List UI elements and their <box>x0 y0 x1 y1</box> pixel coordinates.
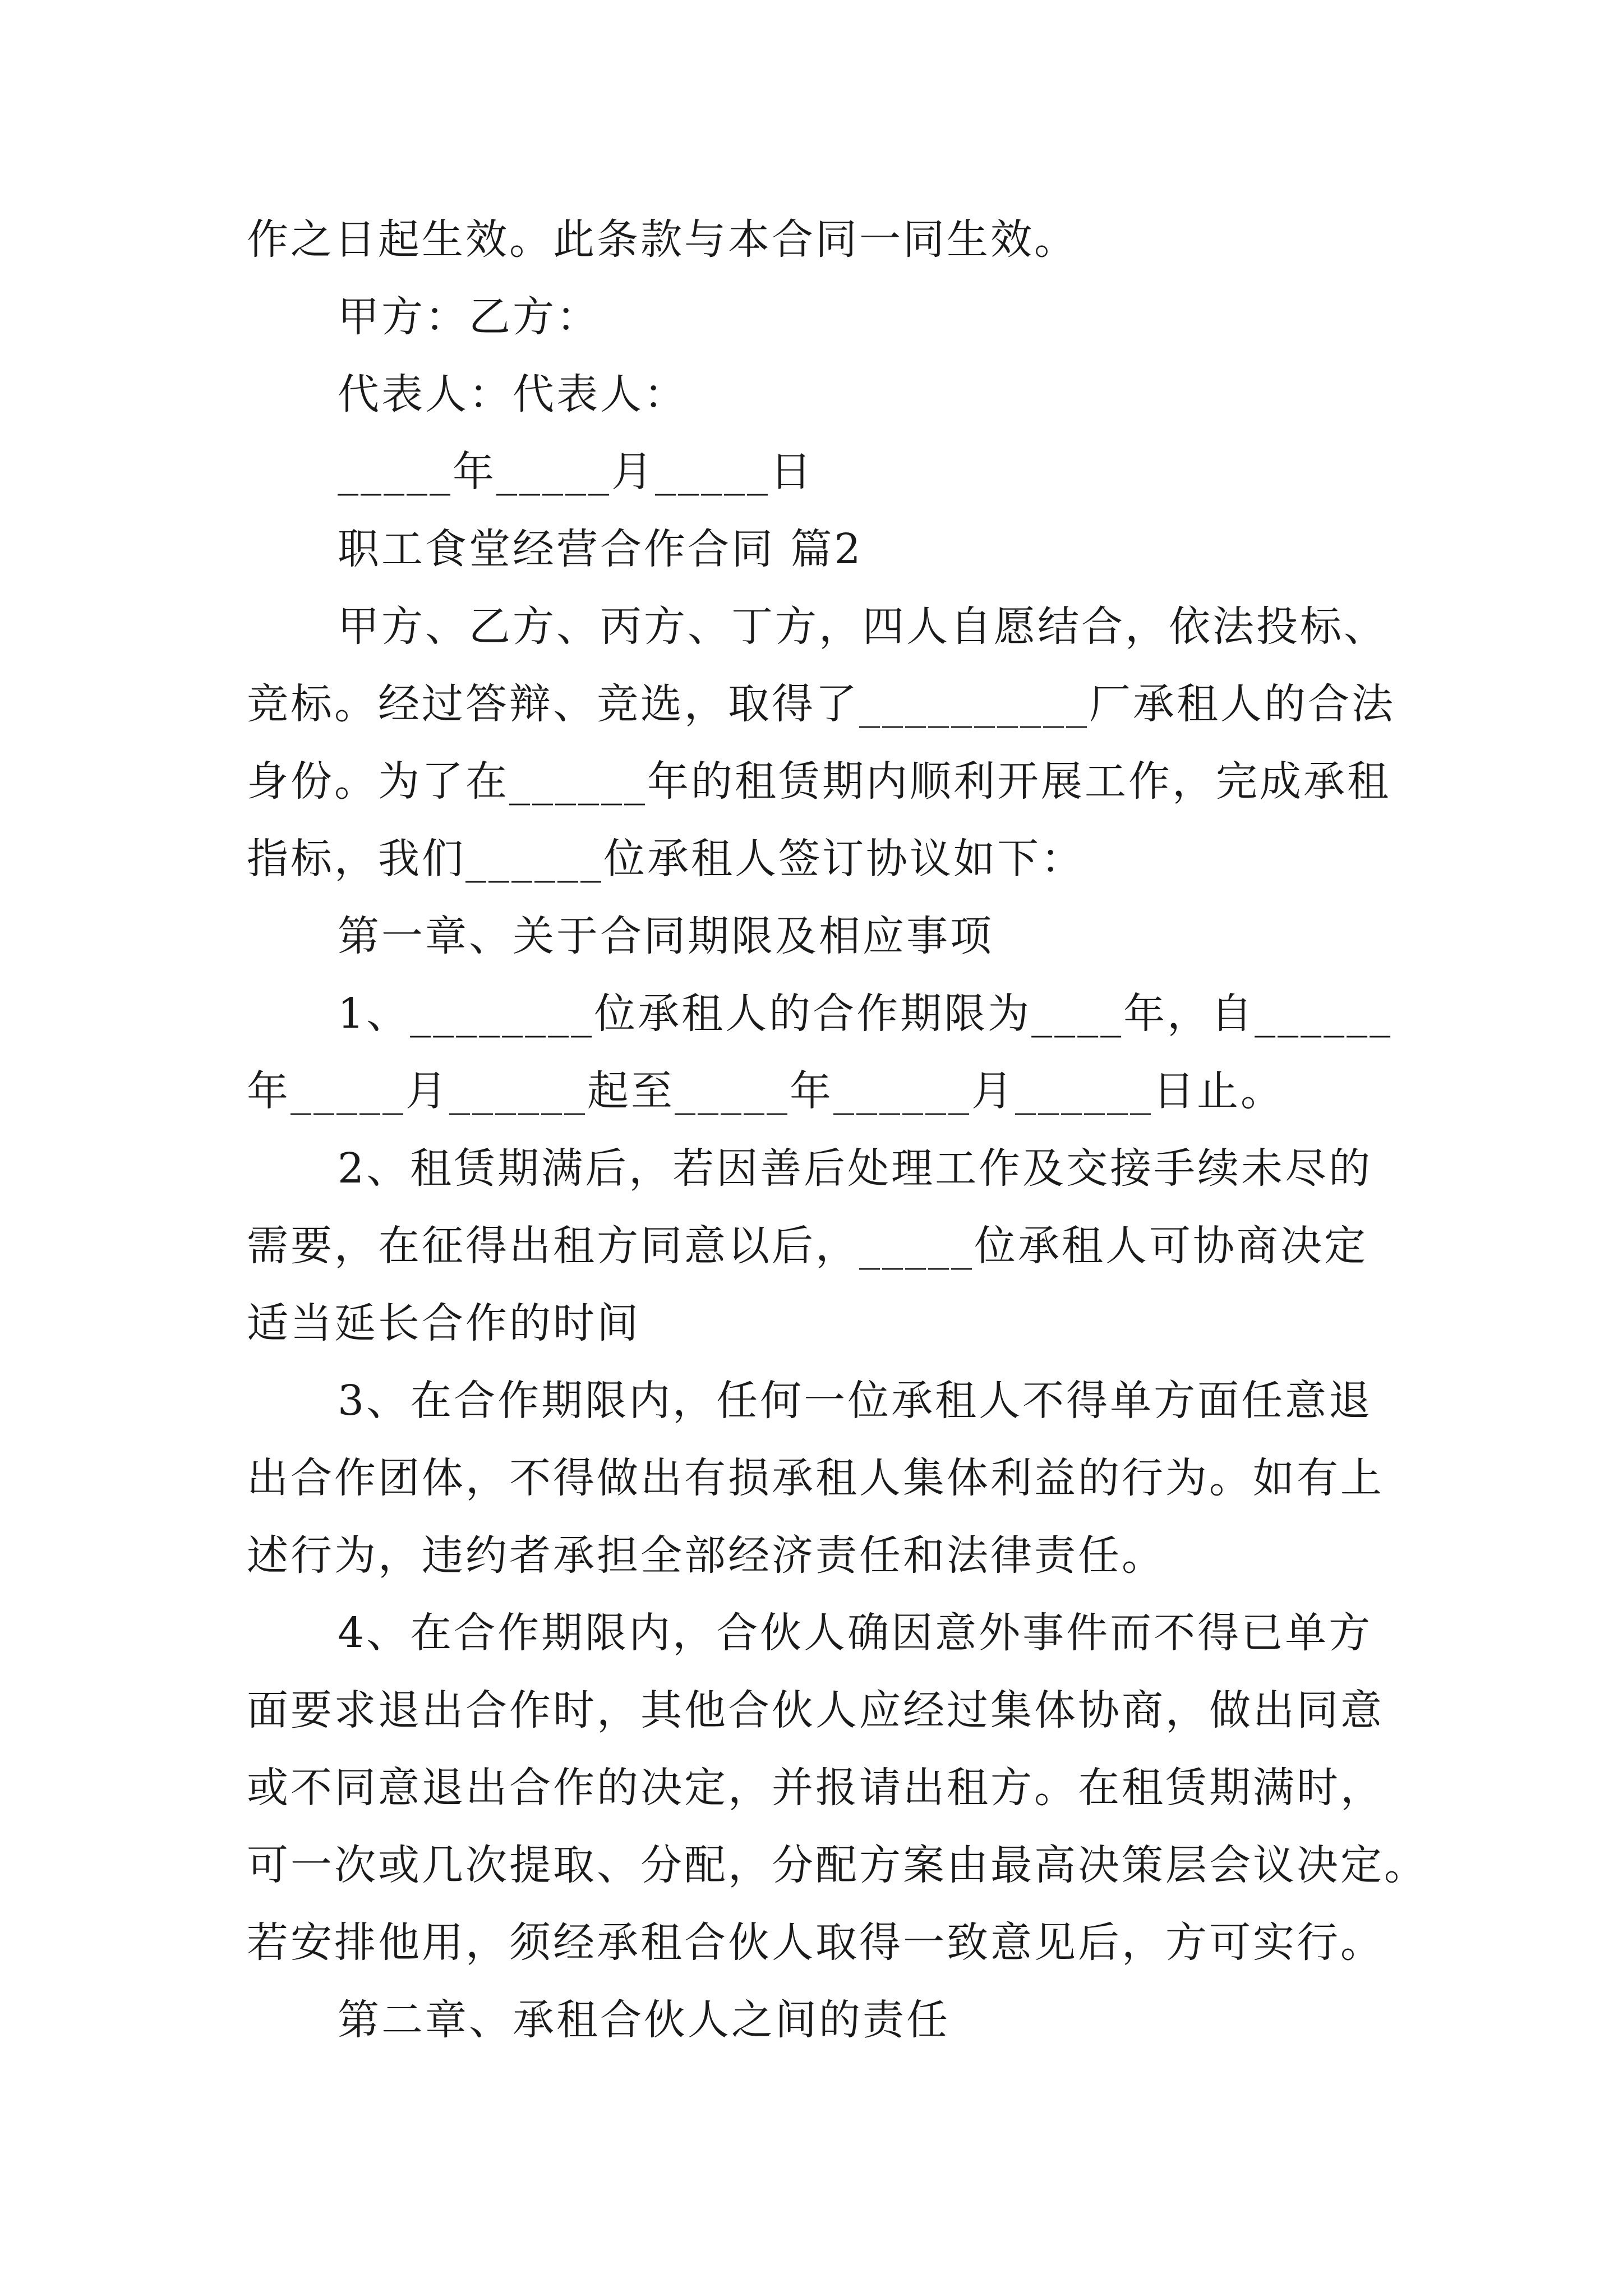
text-line: 2、租赁期满后，若因善后处理工作及交接手续未尽的 <box>338 1144 1373 1193</box>
document-body <box>247 201 1428 2059</box>
text-line: 4、在合作期限内，合伙人确因意外事件而不得已单方 <box>338 1609 1373 1657</box>
text-line: 若安排他用，须经承租合伙人取得一致意见后，方可实行。 <box>247 1918 1384 1967</box>
text-line: _____年_____月_____日 <box>338 448 814 496</box>
chapter-heading: 第二章、承租合伙人之间的责任 <box>338 1996 950 2044</box>
text-line: 作之日起生效。此条款与本合同一同生效。 <box>247 215 1078 264</box>
text-line: 3、在合作期限内，任何一位承租人不得单方面任意退 <box>338 1377 1373 1425</box>
text-line: 可一次或几次提取、分配，分配方案由最高决策层会议决定。 <box>247 1841 1428 1889</box>
text-line: 甲方、乙方、丙方、丁方，四人自愿结合，依法投标、 <box>338 602 1387 651</box>
chapter-heading: 第一章、关于合同期限及相应事项 <box>338 912 994 960</box>
text-line: 竞标。经过答辩、竞选，取得了__________厂承租人的合法 <box>247 680 1395 728</box>
text-line: 1、________位承租人的合作期限为____年，自______ <box>338 990 1393 1038</box>
section-heading: 职工食堂经营合作合同 篇2 <box>338 525 863 573</box>
text-line: 指标，我们______位承租人签订协议如下： <box>247 835 1085 883</box>
text-line: 或不同意退出合作的决定，并报请出租方。在租赁期满时， <box>247 1764 1384 1812</box>
text-line: 年_____月______起至_____年______月______日止。 <box>247 1067 1284 1115</box>
text-line: 面要求退出合作时，其他合伙人应经过集体协商，做出同意 <box>247 1686 1384 1734</box>
text-line: 需要，在征得出租方同意以后，_____位承租人可协商决定 <box>247 1222 1368 1270</box>
text-line: 代表人：代表人： <box>338 370 688 418</box>
text-line: 身份。为了在______年的租赁期内顺利开展工作，完成承租 <box>247 757 1391 806</box>
text-line: 适当延长合作的时间 <box>247 1299 640 1347</box>
text-line: 甲方：乙方： <box>338 293 600 341</box>
text-line: 出合作团体，不得做出有损承租人集体利益的行为。如有上 <box>247 1454 1384 1502</box>
text-line: 述行为，违约者承担全部经济责任和法律责任。 <box>247 1531 1165 1580</box>
